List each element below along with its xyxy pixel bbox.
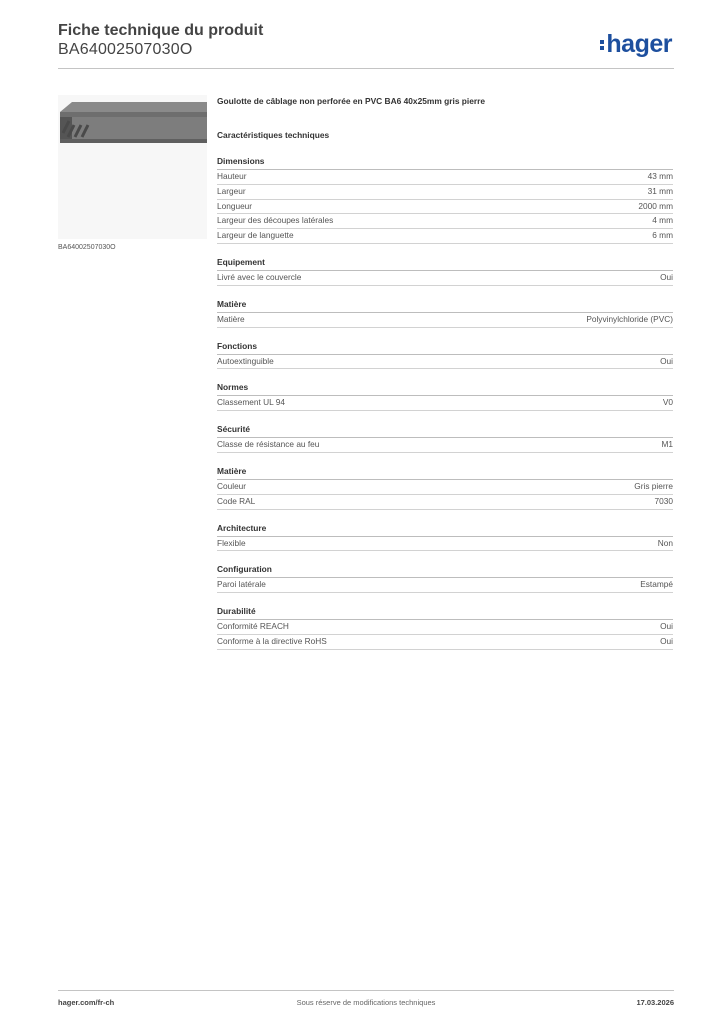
footer-divider bbox=[58, 990, 674, 991]
spec-row bbox=[217, 200, 673, 215]
tech-heading: Caractéristiques techniques bbox=[217, 130, 330, 140]
spec-value: 7030 bbox=[654, 495, 673, 506]
page-footer bbox=[58, 998, 674, 1010]
section-title: Matière bbox=[217, 298, 673, 313]
spec-value: Oui bbox=[660, 635, 673, 646]
spec-label: Classe de résistance au feu bbox=[217, 439, 320, 450]
spec-value: Gris pierre bbox=[634, 480, 673, 491]
spec-content bbox=[217, 95, 673, 662]
section-title: Sécurité bbox=[217, 423, 673, 438]
product-description: Goulotte de câblage non perforée en PVC BA6 40x25mm gris pierre bbox=[217, 96, 486, 106]
spec-value: 2000 mm bbox=[638, 200, 673, 211]
spec-section bbox=[217, 155, 673, 244]
page-header bbox=[58, 20, 674, 68]
spec-label: Longueur bbox=[217, 200, 253, 211]
section-title: Architecture bbox=[217, 522, 673, 537]
spec-label: Couleur bbox=[217, 480, 247, 491]
spec-label: Largeur des découpes latérales bbox=[217, 215, 334, 226]
spec-label: Conforme à la directive RoHS bbox=[217, 635, 327, 646]
spec-value: 31 mm bbox=[647, 185, 673, 196]
spec-row bbox=[217, 229, 673, 244]
spec-label: Conformité REACH bbox=[217, 621, 289, 632]
spec-row bbox=[217, 480, 673, 495]
page-title: Fiche technique du produit bbox=[58, 22, 264, 39]
section-title: Equipement bbox=[217, 256, 673, 271]
spec-value: 6 mm bbox=[652, 230, 673, 241]
spec-label: Hauteur bbox=[217, 171, 247, 181]
spec-row bbox=[217, 271, 673, 286]
spec-value: 4 mm bbox=[652, 215, 673, 226]
logo-dots-icon bbox=[600, 38, 605, 52]
spec-row bbox=[217, 438, 673, 453]
section-title: Dimensions bbox=[217, 155, 673, 170]
product-code: BA64002507030O bbox=[58, 41, 193, 58]
spec-value: Polyvinylchloride (PVC) bbox=[586, 313, 673, 324]
spec-value: Oui bbox=[660, 355, 673, 366]
spec-label: Largeur de languette bbox=[217, 230, 294, 241]
spec-label: Largeur bbox=[217, 185, 246, 196]
spec-row bbox=[217, 620, 673, 635]
spec-value: Oui bbox=[660, 271, 673, 282]
section-title: Configuration bbox=[217, 563, 673, 578]
spec-label: Flexible bbox=[217, 537, 246, 548]
spec-label: Livré avec le couvercle bbox=[217, 271, 302, 282]
header-divider bbox=[58, 68, 674, 69]
section-title: Fonctions bbox=[217, 340, 673, 355]
spec-value: Estampé bbox=[640, 579, 673, 590]
spec-value: V0 bbox=[662, 397, 673, 408]
spec-section bbox=[217, 340, 673, 370]
spec-section bbox=[217, 298, 673, 328]
hager-logo bbox=[600, 30, 672, 59]
spec-value: Non bbox=[657, 537, 673, 548]
spec-row bbox=[217, 185, 673, 200]
footer-notice: Sous réserve de modifications techniques bbox=[296, 998, 436, 1007]
spec-row bbox=[217, 578, 673, 593]
logo-text: hager bbox=[606, 30, 672, 58]
spec-section bbox=[217, 563, 673, 593]
product-image bbox=[58, 95, 207, 239]
spec-row bbox=[217, 537, 673, 552]
spec-label: Matière bbox=[217, 313, 245, 324]
spec-section bbox=[217, 381, 673, 411]
spec-row bbox=[217, 313, 673, 328]
footer-website: hager.com/fr-ch bbox=[58, 998, 115, 1007]
spec-label: Classement UL 94 bbox=[217, 397, 285, 408]
spec-row bbox=[217, 635, 673, 650]
section-title: Matière bbox=[217, 465, 673, 480]
spec-value: 43 mm bbox=[647, 171, 673, 181]
spec-section bbox=[217, 605, 673, 650]
spec-row bbox=[217, 355, 673, 370]
cable-duct-icon bbox=[58, 95, 207, 239]
spec-section bbox=[217, 465, 673, 510]
spec-value: Oui bbox=[660, 621, 673, 632]
spec-row bbox=[217, 495, 673, 510]
section-title: Normes bbox=[217, 381, 673, 396]
spec-label: Code RAL bbox=[217, 495, 256, 506]
image-caption: BA64002507030O bbox=[58, 244, 116, 251]
spec-row bbox=[217, 396, 673, 411]
spec-sections bbox=[217, 155, 673, 650]
spec-row bbox=[217, 214, 673, 229]
spec-label: Paroi latérale bbox=[217, 579, 266, 590]
footer-date: 17.03.2026 bbox=[636, 998, 674, 1007]
spec-section bbox=[217, 423, 673, 453]
spec-section bbox=[217, 522, 673, 552]
spec-value: M1 bbox=[661, 439, 673, 450]
spec-row bbox=[217, 170, 673, 185]
spec-section bbox=[217, 256, 673, 286]
spec-label: Autoextinguible bbox=[217, 355, 274, 366]
section-title: Durabilité bbox=[217, 605, 673, 620]
